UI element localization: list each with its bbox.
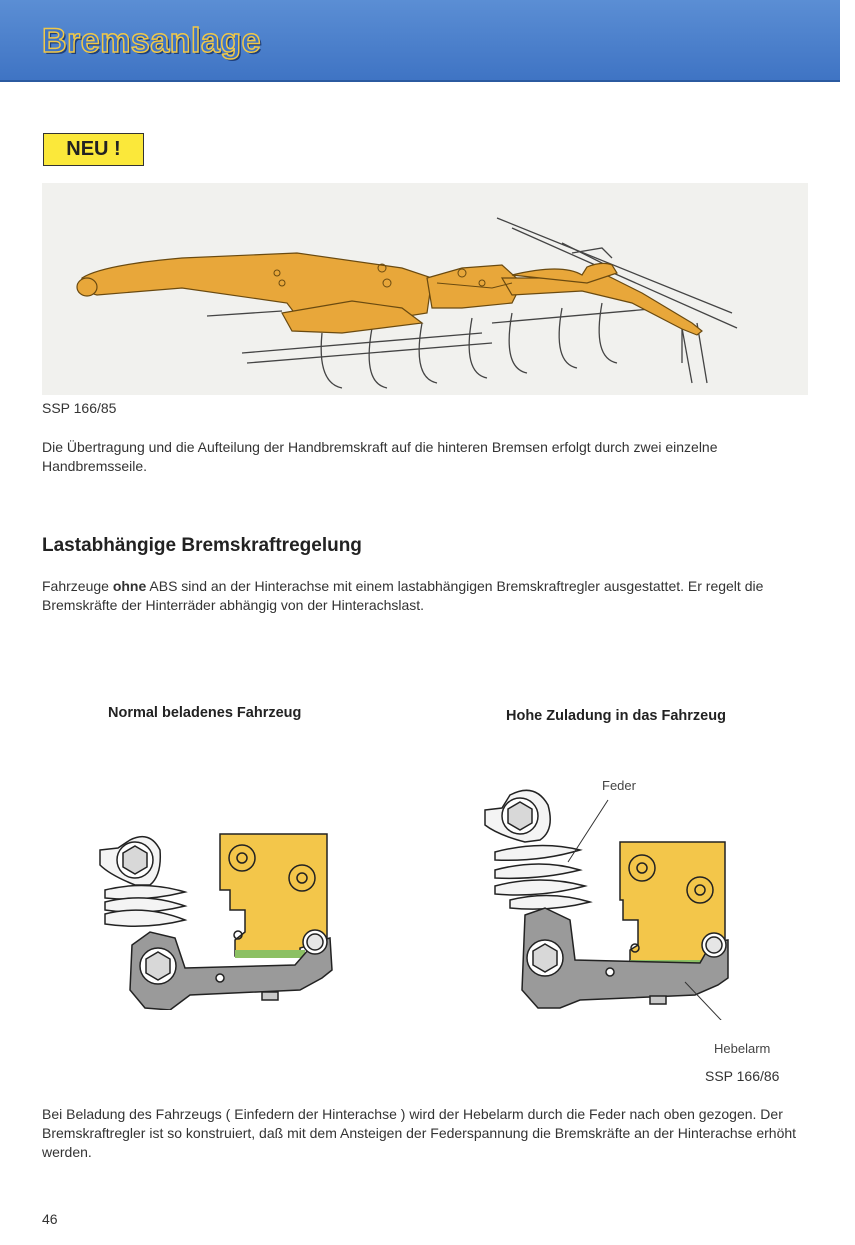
handbrake-drawing xyxy=(42,183,808,395)
figure1-caption: SSP 166/85 xyxy=(42,400,117,416)
section-heading: Lastabhängige Bremskraftregelung xyxy=(42,535,362,556)
paragraph-regulator-end: ABS sind an der Hinterachse mit einem lastabhängigen Bremskraftregler ausgestattet. Er regelt die Bremskräfte der Hinterräder abhängig von der Hinterachslast. xyxy=(42,578,764,613)
handbrake-illustration xyxy=(42,183,808,395)
figure2-caption: SSP 166/86 xyxy=(705,1068,780,1084)
page-number: 46 xyxy=(42,1211,58,1227)
left-figure-title: Normal beladenes Fahrzeug xyxy=(108,705,302,721)
paragraph-handbrake: Die Übertragung und die Aufteilung der Handbremskraft auf die hinteren Bremsen erfolgt durch zwei einzelne Handbremsseile. xyxy=(42,439,718,474)
paragraph-regulator-start: Fahrzeuge xyxy=(42,578,113,594)
paragraph-loading: Bei Beladung des Fahrzeugs ( Einfedern der Hinterachse ) wird der Hebelarm durch die Feder nach oben gezogen. Der Bremskraftregler ist so konstruiert, daß mit dem Ansteigen der Federspannung die Bremskräfte an der Hinterachse erhöht werden. xyxy=(42,1106,797,1160)
regulator-diagram-normal xyxy=(90,820,350,1010)
page-title: Bremsanlage xyxy=(42,22,262,60)
page-header xyxy=(0,0,840,82)
right-figure-title: Hohe Zuladung in das Fahrzeug xyxy=(506,708,726,724)
paragraph-regulator xyxy=(42,577,812,615)
regulator-diagram-loaded xyxy=(480,780,750,1020)
label-lever-arm: Hebelarm xyxy=(714,1041,771,1056)
paragraph-regulator-bold: ohne xyxy=(112,578,147,594)
label-spring: Feder xyxy=(602,778,636,793)
new-badge: NEU ! xyxy=(43,133,144,166)
